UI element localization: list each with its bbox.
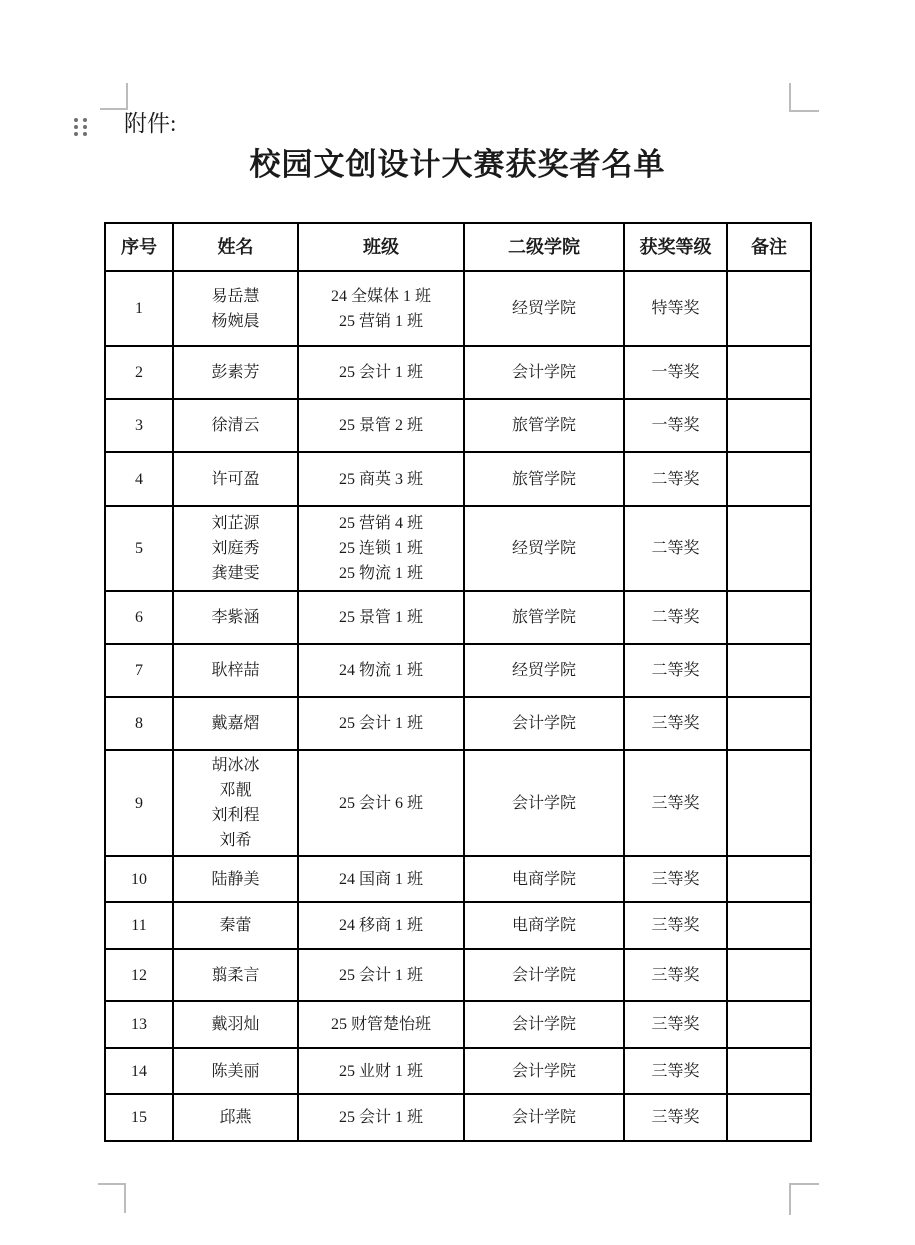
cell-remark: [727, 697, 811, 750]
cell-serial-number: 3: [105, 399, 173, 452]
margin-mark-top-right-icon: [789, 83, 819, 112]
cell-name-line: 秦蕾: [219, 917, 252, 934]
cell-serial-number: 13: [105, 1001, 173, 1048]
cell-award-level: 三等奖: [624, 697, 727, 750]
cell-award-level: 二等奖: [624, 644, 727, 697]
cell-serial-number: 4: [105, 452, 173, 506]
cell-class-line: 25 景管 2 班: [338, 417, 423, 434]
cell-award-level: 一等奖: [624, 399, 727, 452]
cell-name: [173, 506, 298, 591]
cell-award-level: 三等奖: [624, 1001, 727, 1048]
cell-name: [173, 452, 298, 506]
cell-name-line: 杨婉晨: [211, 312, 260, 330]
cell-remark: [727, 346, 811, 399]
table-row: [105, 452, 811, 506]
cell-college: 会计学院: [464, 1048, 624, 1094]
cell-name: [173, 346, 298, 399]
cell-award-level: 二等奖: [624, 452, 727, 506]
cell-name: [173, 1094, 298, 1141]
cell-class-line: 25 会计 1 班: [338, 364, 423, 381]
margin-mark-top-left-icon: [100, 83, 128, 110]
cell-name-line: 刘芷源: [211, 515, 260, 532]
cell-college: 会计学院: [464, 1001, 624, 1048]
table-row: [105, 856, 811, 902]
cell-name: [173, 1001, 298, 1048]
cell-name-line: 龚建雯: [211, 565, 260, 582]
cell-college: 电商学院: [464, 902, 624, 949]
cell-class-line: 25 物流 1 班: [338, 565, 423, 582]
cell-class: [298, 856, 464, 902]
drag-handle-icon[interactable]: [71, 116, 90, 138]
cell-name: [173, 902, 298, 949]
table-row: [105, 750, 811, 856]
cell-remark: [727, 949, 811, 1001]
cell-class-line: 25 景管 1 班: [338, 609, 423, 626]
cell-name-line: 徐清云: [211, 417, 260, 434]
cell-class-line: 25 连锁 1 班: [338, 540, 423, 557]
cell-name: [173, 399, 298, 452]
cell-class: [298, 644, 464, 697]
cell-name-line: 李紫涵: [211, 609, 260, 626]
cell-name-line: 邓靓: [219, 782, 252, 799]
margin-mark-bottom-right-icon: [789, 1183, 819, 1215]
table-body: [105, 271, 811, 1141]
cell-name-line: 耿梓喆: [211, 662, 260, 679]
cell-class-line: 24 物流 1 班: [338, 662, 423, 679]
cell-remark: [727, 644, 811, 697]
cell-remark: [727, 399, 811, 452]
table-row: [105, 949, 811, 1001]
column-header: 班级: [298, 223, 464, 271]
cell-name-line: 戴嘉熠: [211, 715, 260, 732]
cell-class: [298, 902, 464, 949]
cell-name: [173, 697, 298, 750]
cell-name-line: 翦柔言: [211, 966, 260, 984]
cell-class: [298, 271, 464, 346]
cell-remark: [727, 591, 811, 644]
cell-name-line: 刘利程: [211, 807, 260, 824]
table-row: [105, 346, 811, 399]
cell-name-line: 刘希: [219, 832, 252, 849]
cell-award-level: 三等奖: [624, 1048, 727, 1094]
table-row: [105, 1001, 811, 1048]
cell-name-line: 许可盈: [211, 470, 260, 488]
margin-mark-bottom-left-icon: [98, 1183, 126, 1213]
cell-class-line: 25 会计 6 班: [338, 794, 423, 812]
cell-name-line: 易岳慧: [211, 287, 260, 305]
cell-class: [298, 949, 464, 1001]
cell-class-line: 25 营销 4 班: [338, 515, 423, 532]
cell-college: 旅管学院: [464, 452, 624, 506]
cell-class-line: 24 移商 1 班: [338, 917, 423, 934]
cell-serial-number: 1: [105, 271, 173, 346]
cell-class-line: 25 会计 1 班: [338, 715, 423, 732]
cell-serial-number: 12: [105, 949, 173, 1001]
cell-serial-number: 6: [105, 591, 173, 644]
cell-name-line: 邱燕: [219, 1109, 252, 1126]
table-row: [105, 271, 811, 346]
cell-remark: [727, 902, 811, 949]
cell-name: [173, 750, 298, 856]
cell-college: 旅管学院: [464, 591, 624, 644]
cell-class: [298, 399, 464, 452]
cell-name-line: 胡冰冰: [211, 757, 260, 774]
table-row: [105, 1048, 811, 1094]
cell-remark: [727, 271, 811, 346]
cell-college: 会计学院: [464, 1094, 624, 1141]
page-title: 校园文创设计大赛获奖者名单: [249, 147, 666, 182]
cell-award-level: 三等奖: [624, 949, 727, 1001]
cell-class-line: 24 全媒体 1 班: [330, 287, 431, 305]
cell-class-line: 25 会计 1 班: [338, 1109, 423, 1126]
cell-remark: [727, 856, 811, 902]
table-row: [105, 399, 811, 452]
cell-serial-number: 8: [105, 697, 173, 750]
cell-name-line: 陈美丽: [211, 1062, 260, 1080]
cell-class-line: 24 国商 1 班: [338, 870, 423, 888]
cell-serial-number: 7: [105, 644, 173, 697]
table-row: [105, 697, 811, 750]
cell-class-line: 25 会计 1 班: [338, 966, 423, 984]
cell-name: [173, 591, 298, 644]
cell-award-level: 三等奖: [624, 902, 727, 949]
cell-college: 经贸学院: [464, 271, 624, 346]
cell-class: [298, 452, 464, 506]
table-header-row: [105, 223, 811, 271]
cell-class-line: 25 商英 3 班: [338, 470, 423, 488]
cell-class: [298, 1048, 464, 1094]
cell-college: 会计学院: [464, 346, 624, 399]
cell-award-level: 特等奖: [624, 271, 727, 346]
cell-name: [173, 644, 298, 697]
attachment-label: 附件:: [124, 111, 177, 136]
cell-remark: [727, 506, 811, 591]
column-header: 二级学院: [464, 223, 624, 271]
cell-award-level: 三等奖: [624, 856, 727, 902]
cell-remark: [727, 1048, 811, 1094]
table-row: [105, 902, 811, 949]
column-header: 姓名: [173, 223, 298, 271]
table-row: [105, 1094, 811, 1141]
cell-name-line: 戴羽灿: [211, 1016, 260, 1033]
cell-serial-number: 11: [105, 902, 173, 949]
cell-name-line: 刘庭秀: [211, 540, 260, 557]
cell-award-level: 二等奖: [624, 591, 727, 644]
cell-serial-number: 5: [105, 506, 173, 591]
cell-serial-number: 10: [105, 856, 173, 902]
cell-college: 电商学院: [464, 856, 624, 902]
cell-name-line: 陆静美: [211, 870, 260, 888]
cell-award-level: 一等奖: [624, 346, 727, 399]
cell-serial-number: 2: [105, 346, 173, 399]
cell-name: [173, 856, 298, 902]
cell-award-level: 三等奖: [624, 750, 727, 856]
cell-class: [298, 506, 464, 591]
column-header: 备注: [727, 223, 811, 271]
cell-class-line: 25 财管楚怡班: [330, 1016, 431, 1033]
cell-class: [298, 591, 464, 644]
cell-serial-number: 14: [105, 1048, 173, 1094]
table-head: [105, 223, 811, 271]
cell-class: [298, 697, 464, 750]
cell-name: [173, 1048, 298, 1094]
cell-class: [298, 1094, 464, 1141]
cell-class-line: 25 业财 1 班: [338, 1062, 423, 1080]
cell-college: 会计学院: [464, 750, 624, 856]
cell-college: 旅管学院: [464, 399, 624, 452]
cell-college: 会计学院: [464, 949, 624, 1001]
cell-award-level: 二等奖: [624, 506, 727, 591]
cell-serial-number: 9: [105, 750, 173, 856]
cell-class-line: 25 营销 1 班: [338, 312, 423, 330]
cell-serial-number: 15: [105, 1094, 173, 1141]
cell-name: [173, 271, 298, 346]
award-winners-table: [104, 222, 812, 1142]
table-row: [105, 644, 811, 697]
cell-class: [298, 750, 464, 856]
cell-remark: [727, 1001, 811, 1048]
column-header: 序号: [105, 223, 173, 271]
cell-name-line: 彭素芳: [211, 364, 260, 381]
cell-remark: [727, 452, 811, 506]
column-header: 获奖等级: [624, 223, 727, 271]
cell-award-level: 三等奖: [624, 1094, 727, 1141]
table-row: [105, 591, 811, 644]
cell-college: 经贸学院: [464, 506, 624, 591]
cell-class: [298, 346, 464, 399]
cell-remark: [727, 750, 811, 856]
cell-remark: [727, 1094, 811, 1141]
cell-name: [173, 949, 298, 1001]
cell-class: [298, 1001, 464, 1048]
cell-college: 会计学院: [464, 697, 624, 750]
cell-college: 经贸学院: [464, 644, 624, 697]
table-row: [105, 506, 811, 591]
